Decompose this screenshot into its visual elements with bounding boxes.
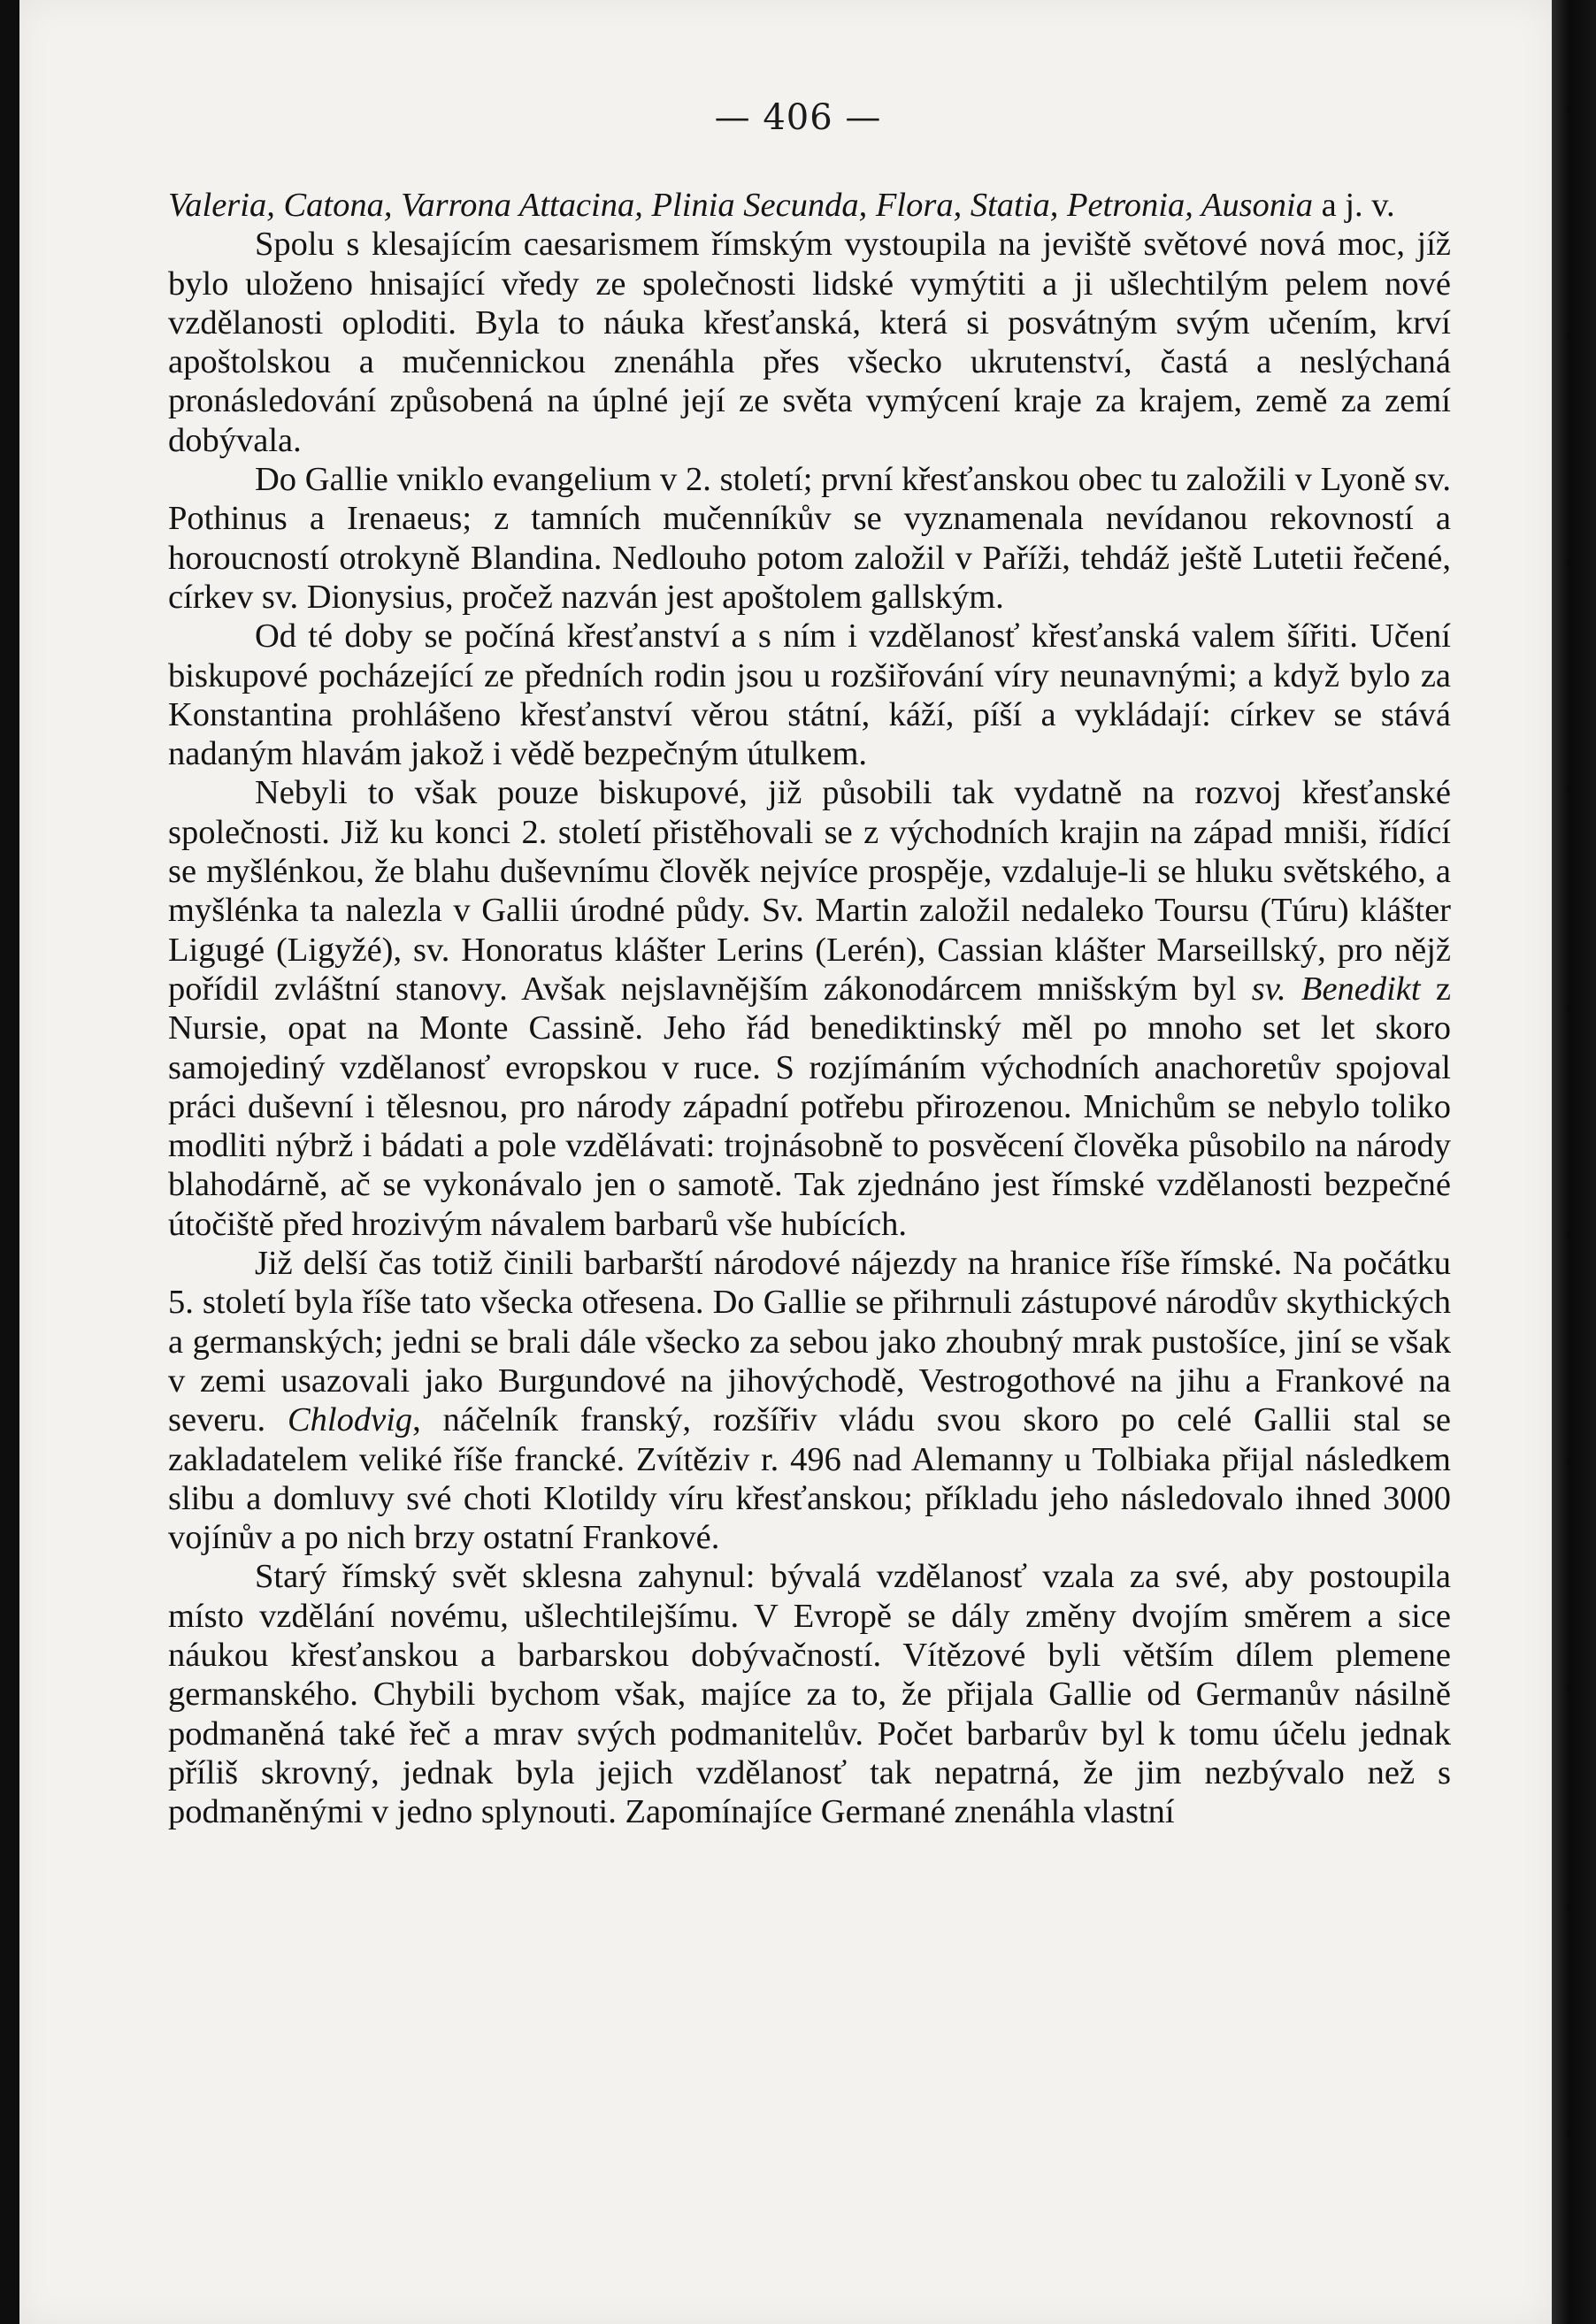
text-run: Valeria, Catona, Varrona Attacina, Plinia Secunda, Flora, Statia, Petronia, Ausonia (168, 187, 1313, 224)
text-run: Od té doby se počíná křesťanství a s ním i vzdělanosť křesťanská valem šířiti. Učení biskupové pocházející ze předních rodin jsou u rozšiřování víry neunavnými; a když bylo za Konstantina prohlášeno křesťanství věrou státní, káží, píší a vykládají: církev se stává nadaným hlavám jakož i vědě bezpečným útulkem. (168, 617, 1451, 773)
paragraph (168, 186, 1451, 225)
paragraph (168, 225, 1451, 460)
page-edge-shadow (1552, 0, 1596, 2324)
text-run: Již delší čas totiž činili barbarští národové nájezdy na hranice říše římské. Na počátku 5. století byla říše tato všecka otřesena. Do Gallie se přihrnuli zástupové národův skythických a germanských; jedni se brali dále všecko za sebou jako zhoubný mrak pustošíce, jiní se však v zemi usazovali jako Burgundové na jihovýchodě, Vestrogothové na jihu a Frankové na severu. (168, 1245, 1451, 1439)
text-run: sv. Benedikt (1251, 970, 1421, 1008)
body-text (168, 186, 1451, 1831)
text-run: Nebyli to však pouze biskupové, již působili tak vydatně na rozvoj křesťanské společnosti. Již ku konci 2. století přistěhovali se z východních krajin na západ mniši, řídící se myšlénkou, že blahu duševnímu člověk nejvíce prospěje, vzdaluje-li se hluku světského, a myšlénka ta nalezla v Gallii úrodné půdy. Sv. Martin založil nedaleko Toursu (Túru) klášter Ligugé (Ligyžé), sv. Honoratus klášter Lerins (Lerén), Cassian klášter Marseillský, pro nějž pořídil zvláštní stanovy. Avšak nejslavnějším zákonodárcem mnišským byl (168, 774, 1451, 1008)
text-run: , náčelník franský, rozšířiv vládu svou skoro po celé Gallii stal se zakladatelem veliké říše francké. Zvítěziv r. 496 nad Alemanny u Tolbiaka přijal následkem slibu a domluvy své choti Klotildy víru křesťanskou; příkladu jeho následovalo ihned 3000 vojínův a po nich brzy ostatní Frankové. (168, 1401, 1451, 1557)
paragraph (168, 1557, 1451, 1831)
paragraph (168, 1244, 1451, 1557)
paragraph (168, 773, 1451, 1244)
text-run: Spolu s klesajícím caesarismem římským vystoupila na jeviště světové nová moc, jíž bylo uloženo hnisající vředy ze společnosti lidské vymýtiti a ji ušlechtilým pelem nové vzdělanosti oploditi. Byla to náuka křesťanská, která si posvátným svým učením, krví apoštolskou a mučennickou znenáhla přes všecko ukrutenství, častá a neslýchaná pronásledování způsobená na úplné její ze světa vymýcení kraje za krajem, země za zemí dobývala. (168, 226, 1451, 459)
page-number: — 406 — (714, 97, 882, 138)
paragraph (168, 617, 1451, 773)
text-run: a j. v. (1313, 187, 1395, 224)
text-run: Starý římský svět sklesna zahynul: bývalá vzdělanosť vzala za své, aby postoupila místo vzdělání novému, ušlechtilejšímu. V Evropě se dály změny dvojím směrem a sice náukou křesťanskou a barbarskou dobývačností. Vítězové byli větším dílem plemene germanského. Chybili bychom však, majíce za to, že přijala Gallie od Germanův násilně podmaněná také řeč a mrav svých podmanitelův. Počet barbarův byl k tomu účelu jednak příliš skrovný, jednak byla jejich vzdělanosť tak nepatrná, že jim nezbývalo než s podmaněnými v jedno splynouti. Zapomínajíce Germané znenáhla vlastní (168, 1558, 1451, 1831)
text-run: Chlodvig (287, 1401, 413, 1439)
text-run: Do Gallie vniklo evangelium v 2. století; první křesťanskou obec tu založili v Lyoně sv. Pothinus a Irenaeus; z tamních mučenníkův se vyznamenala nevídanou rekovností a horoucností otrokyně Blandina. Nedlouho potom založil v Paříži, tehdáž ještě Lutetii řečené, církev sv. Dionysius, pročež nazván jest apoštolem gallským. (168, 461, 1451, 616)
text-run: z Nursie, opat na Monte Cassině. Jeho řád benediktinský měl po mnoho set let skoro samojediný vzdělanosť evropskou v ruce. S rozjímáním východních anachoretův spojoval práci duševní i tělesnou, pro národy západní potřebu přirozenou. Mnichům se nebylo toliko modliti nýbrž i bádati a pole vzdělávati: trojnásobně to posvěcení člověka působilo na národy blahodárně, ač se vykonávalo jen o samotě. Tak zjednáno jest římské vzdělanosti bezpečné útočiště před hrozivým návalem barbarů vše hubících. (168, 970, 1451, 1243)
paragraph (168, 460, 1451, 617)
